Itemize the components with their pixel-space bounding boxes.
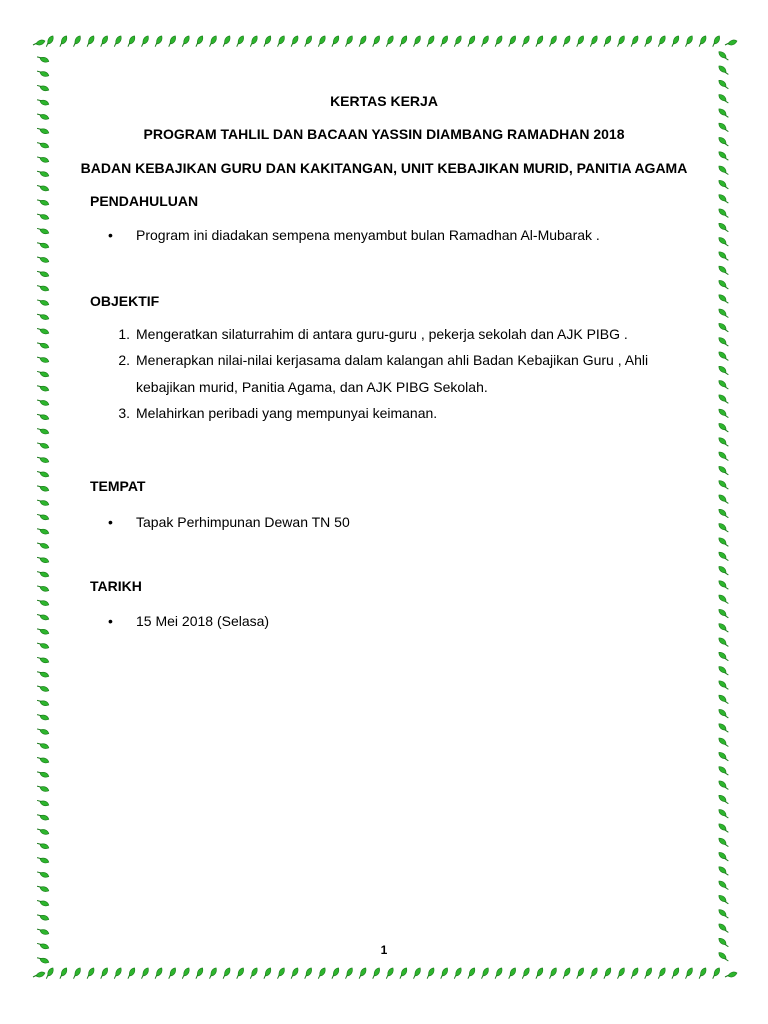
page-number: 1 <box>380 943 388 957</box>
document-title: KERTAS KERJA <box>330 93 438 109</box>
bullet-marker: • <box>108 227 113 243</box>
pendahuluan-item: Program ini diadakan sempena menyambut bulan Ramadhan Al-Mubarak . <box>136 227 600 243</box>
objektif-item-2-line-1: Menerapkan nilai-nilai kerjasama dalam kalangan ahli Badan Kebajikan Guru , Ahli <box>136 352 649 368</box>
heading-tempat: TEMPAT <box>90 478 146 494</box>
program-title: PROGRAM TAHLIL DAN BACAAN YASSIN DIAMBANG RAMADHAN 2018 <box>143 126 625 142</box>
list-number: 2. <box>118 352 130 368</box>
objektif-item-1: Mengeratkan silaturrahim di antara guru-guru , pekerja sekolah dan AJK PIBG . <box>136 326 628 342</box>
tempat-item: Tapak Perhimpunan Dewan TN 50 <box>136 514 350 530</box>
heading-pendahuluan: PENDAHULUAN <box>90 193 199 209</box>
objektif-item-2-line-2: kebajikan murid, Panitia Agama, dan AJK PIBG Sekolah. <box>136 379 488 395</box>
bullet-marker: • <box>108 613 113 629</box>
tarikh-item: 15 Mei 2018 (Selasa) <box>136 613 270 629</box>
list-number: 1. <box>118 326 130 342</box>
objektif-item-3: Melahirkan peribadi yang mempunyai keimanan. <box>136 405 438 421</box>
list-number: 3. <box>118 405 130 421</box>
heading-objektif: OBJEKTIF <box>90 293 160 309</box>
organizer-title: BADAN KEBAJIKAN GURU DAN KAKITANGAN, UNIT KEBAJIKAN MURID, PANITIA AGAMA <box>80 160 688 176</box>
bullet-marker: • <box>108 514 113 530</box>
heading-tarikh: TARIKH <box>90 578 142 594</box>
